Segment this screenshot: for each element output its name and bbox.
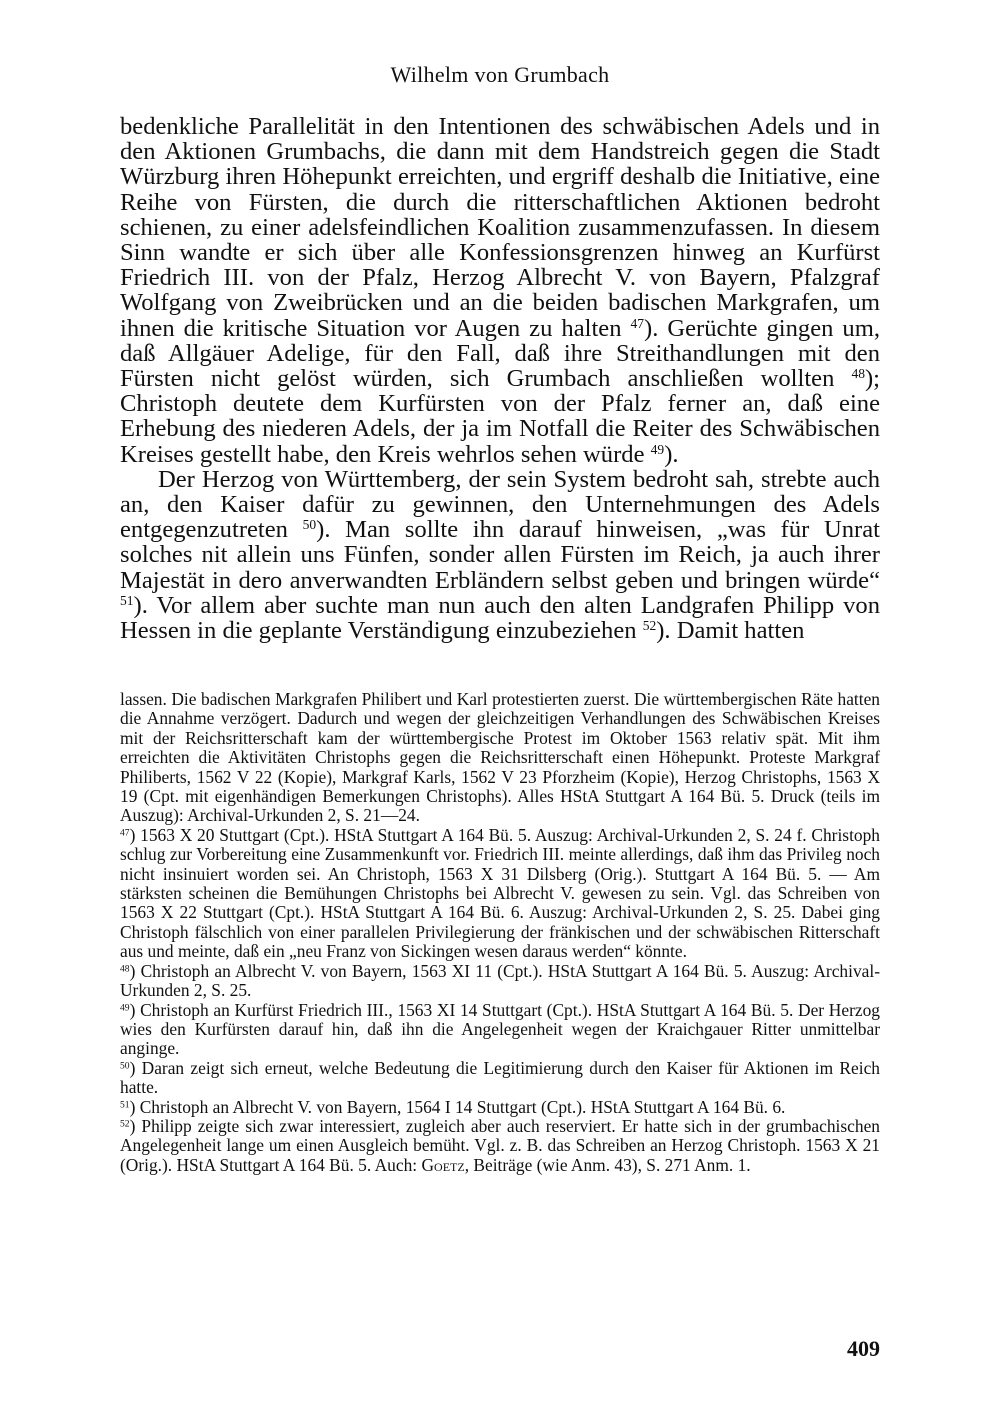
text-segment: ); Christoph deutete dem Kurfürsten von der Pfalz ferner an, daß eine Erhebung des niederen Adels, der ja im Notfall die Reiter des Schwäbischen Kreises gestellt habe, den Kreis wehrlos sehen würde	[120, 365, 880, 468]
footnote-number: 50	[120, 1059, 130, 1071]
footnote-ref: 52	[642, 617, 657, 633]
footnote-text: ) Christoph an Kurfürst Friedrich III., 1563 XI 14 Stuttgart (Cpt.). HStA Stuttgart A 164 Bü. 5. Der Herzog wies den Kurfürsten darauf hin, daß ihn die Angelegenheit wegen der Kraichgauer Ritter unmittelbar anginge.	[120, 999, 880, 1059]
footnote-text: ) Daran zeigt sich erneut, welche Bedeutung die Legitimierung durch den Kaiser für Aktionen im Reich hatte.	[120, 1057, 880, 1098]
footnote-number: 49	[120, 1001, 130, 1013]
main-text	[120, 114, 880, 643]
footnote-50	[120, 1059, 880, 1098]
author-name: Goetz	[421, 1154, 465, 1175]
footnote-48	[120, 962, 880, 1001]
footnote-ref: 47	[630, 315, 645, 331]
text-segment: ).	[664, 440, 679, 468]
paragraph	[120, 467, 880, 643]
footnote-continuation: lassen. Die badischen Markgrafen Philibert und Karl protestierten zuerst. Die württembergischen Räte hatten die Annahme verzögert. Dadurch und wegen der gleichzeitigen Verhandlungen des Schwäbischen Kreises mit der Reichsritterschaft kam der württembergische Protest im Oktober 1563 relativ spät. Mit ihm erreichten die Aktivitäten Christophs gegen die Reichsritterschaft einen Höhepunkt. Proteste Markgraf Philiberts, 1562 V 22 (Kopie), Markgraf Karls, 1562 V 23 Pforzheim (Kopie), Herzog Christophs, 1563 X 19 (Cpt. mit eigenhändigen Bemerkungen Christophs). Alles HStA Stuttgart A 164 Bü. 5. Druck (teils im Auszug): Archival-Urkunden 2, S. 21—24.	[120, 689, 880, 826]
text-segment: ). Vor allem aber suchte man nun auch den alten Landgrafen Philipp von Hessen in die geplante Verständigung einzubeziehen	[120, 591, 880, 645]
footnote-text: ) Christoph an Albrecht V. von Bayern, 1563 XI 11 (Cpt.). HStA Stuttgart A 164 Bü. 5. Auszug: Archival-Urkunden 2, S. 25.	[120, 960, 880, 1001]
footnote-text: , Beiträge (wie Anm. 43), S. 271 Anm. 1.	[464, 1154, 751, 1175]
footnote-text: ) Christoph an Albrecht V. von Bayern, 1564 I 14 Stuttgart (Cpt.). HStA Stuttgart A 164 Bü. 6.	[129, 1096, 786, 1117]
footnote-51	[120, 1098, 880, 1117]
text-segment: ). Man sollte ihn darauf hinweisen, „was für Unrat solches nit allein uns Fünfen, sonder allen Fürsten im Reich, ja auch ihrer Majestät in dero anverwandten Erbländern selbst geben und bringen würde“	[120, 516, 880, 594]
footnote-text: ) 1563 X 20 Stuttgart (Cpt.). HStA Stuttgart A 164 Bü. 5. Auszug: Archival-Urkunden 2, S. 24 f. Christoph schlug zur Vorbereitung eine Zusammenkunft vor. Friedrich III. meinte allerdings, daß ihm das Privileg noch nicht insinuiert worden sei. An Christoph, 1563 X 31 Dilsberg (Orig.). Stuttgart A 164 Bü. 5. — Am stärksten scheinen die Bemühungen Christophs bei Albrecht V. gewesen zu sein. Vgl. das Schreiben von 1563 X 22 Stuttgart (Cpt.). HStA Stuttgart A 164 Bü. 6. Auszug: Archival-Urkunden 2, S. 25. Dabei ging Christoph fälschlich von einer parallelen Privilegierung der fränkischen und der schwäbischen Ritterschaft aus und meinte, daß ein „neu Franz von Sickingen wesen daraus werden“ könnte.	[120, 824, 880, 962]
footnotes	[120, 690, 880, 1175]
footnote-text: ) Philipp zeigte sich zwar interessiert, zugleich aber auch reserviert. Er hatte sich in der grumbachischen Angelegenheit lange um einen Ausgleich bemüht. Vgl. z. B. das Schreiben an Herzog Christoph. 1563 X 21 (Orig.). HStA Stuttgart A 164 Bü. 5. Auch:	[120, 1115, 880, 1175]
footnote-number: 51	[120, 1098, 130, 1110]
text-segment: Der Herzog von Württemberg, der sein System bedroht sah, strebte auch an, den Kaiser dafür zu gewinnen, den Unternehmungen des Adels entgegenzutreten	[120, 465, 880, 544]
footnote-49	[120, 1001, 880, 1059]
running-head: Wilhelm von Grumbach	[390, 62, 610, 87]
footnote-ref: 49	[650, 441, 665, 457]
paragraph	[120, 114, 880, 467]
text-segment: ). Damit hatten	[656, 617, 805, 645]
footnote-number: 48	[120, 962, 130, 974]
footnote-number: 52	[120, 1118, 130, 1130]
footnote-number: 47	[120, 827, 130, 839]
text-segment: ). Gerüchte gingen um, daß Allgäuer Adelige, für den Fall, daß ihre Streithandlungen mit den Fürsten nicht gelöst würden, sich Grumbach anschließen wollten	[120, 314, 881, 393]
footnote-52	[120, 1117, 880, 1175]
footnote-ref: 50	[302, 517, 317, 533]
page-number: 409	[847, 1336, 880, 1361]
footnote-ref: 51	[120, 592, 134, 608]
text-segment: bedenkliche Parallelität in den Intentionen des schwäbischen Adels und in den Aktionen Grumbachs, die dann mit dem Handstreich gegen die Stadt Würzburg ihren Höhepunkt erreichten, und ergriff deshalb die Initiative, eine Reihe von Fürsten, die durch die ritterschaftlichen Aktionen bedroht schienen, zu einer adelsfeindlichen Koalition zusammenzufassen. In diesem Sinn wandte er sich über alle Konfessionsgrenzen hinweg an Kurfürst Friedrich III. von der Pfalz, Herzog Albrecht V. von Bayern, Pfalzgraf Wolfgang von Zweibrücken und an die beiden badischen Markgrafen, um ihnen die kritische Situation vor Augen zu halten	[120, 113, 880, 342]
footnote-47	[120, 826, 880, 962]
footnote-ref: 48	[851, 365, 865, 381]
